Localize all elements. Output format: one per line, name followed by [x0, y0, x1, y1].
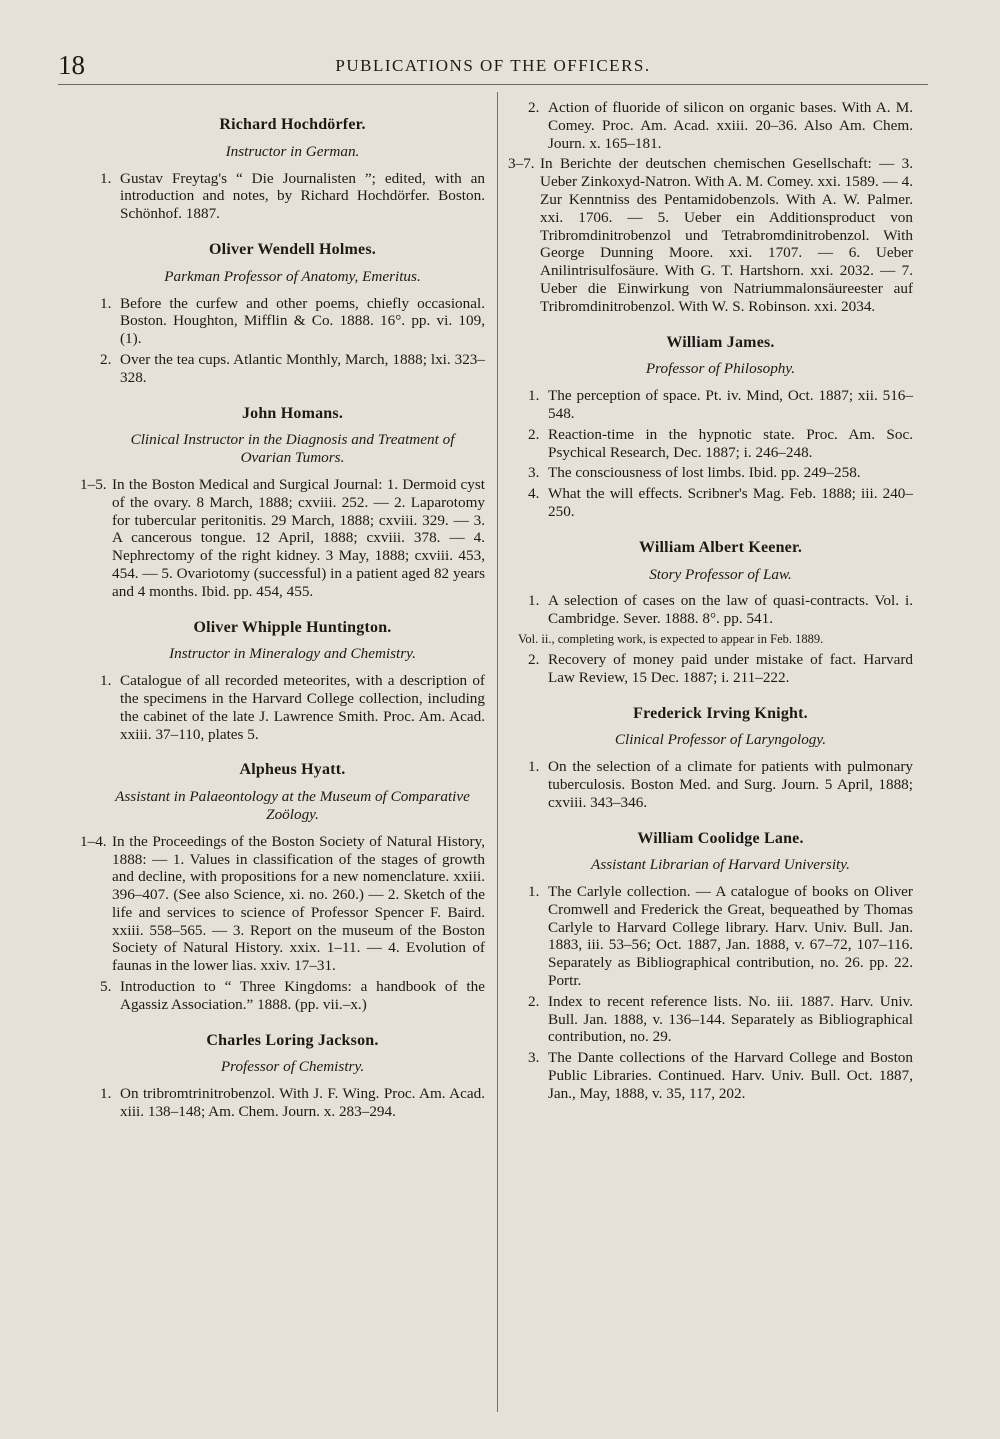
officer-entry — [518, 538, 913, 687]
officer-name: Oliver Wendell Holmes. — [209, 240, 376, 258]
item-text: A selection of cases on the law of quasi-contracts. Vol. i. Cambridge. Sever. 1888. 8°. pp. 541. — [548, 592, 913, 628]
right-column — [508, 96, 913, 1106]
item-number: 1. — [528, 592, 540, 610]
officer-name: Oliver Whipple Huntington. — [193, 618, 392, 636]
officer-title: Assistant Librarian of Harvard University. — [591, 856, 850, 874]
item-text: Over the tea cups. Atlantic Monthly, March, 1888; lxi. 323–328. — [120, 350, 485, 386]
item-number: 3. — [528, 1049, 540, 1067]
publication-item — [528, 426, 913, 462]
item-number: 1. — [100, 169, 112, 187]
publication-item — [508, 155, 913, 315]
officer-title: Clinical Instructor in the Diagnosis and Treatment of Ovarian Tumors. — [130, 431, 455, 467]
item-number: 1–5. — [80, 475, 107, 493]
item-text: In the Proceedings of the Boston Society of Natural History, 1888: — 1. Values in classification of the stages of growth and decline, with propositions for a new nomenclature. xxiii. 396–407. (See also Science, xi. no. 260.) — 2. Sketch of the life and services to science of Professor Spencer F. Baird. xxiii. 558–565. — 3. Report on the museum of the Boston Society of Natural History. xxix. 1–11. — 4. Evolution of faunas in the lower lias. xxiv. 17–31. — [112, 832, 485, 975]
officer-name: Alpheus Hyatt. — [239, 761, 346, 779]
item-number: 1. — [528, 883, 540, 901]
item-number: 1. — [100, 1085, 112, 1103]
publication-item — [528, 485, 913, 521]
publication-item — [528, 99, 913, 152]
publication-item — [528, 651, 913, 687]
item-text: The Dante collections of the Harvard College and Boston Public Libraries. Continued. Harv. Univ. Bull. Oct. 1887, Jan., May, 1888, v. 35, 117, 202. — [548, 1049, 913, 1102]
officer-entry — [80, 404, 485, 601]
officer-entry — [80, 761, 485, 1013]
publication-item — [100, 170, 485, 223]
item-text: Gustav Freytag's “ Die Journalisten ”; edited, with an introduction and notes, by Richard Hochdörfer. Boston. Schönhof. 1887. — [120, 169, 485, 223]
item-number: 2. — [528, 99, 540, 116]
item-text: On the selection of a climate for patients with pulmonary tuberculosis. Boston Med. and Surg. Journ. 5 April, 1888; cxviii. 343–346. — [548, 758, 913, 811]
officer-name: William Albert Keener. — [638, 538, 803, 556]
officer-title: Assistant in Palaeontology at the Museum of Comparative Zoölogy. — [115, 788, 470, 823]
item-text: In Berichte der deutschen chemischen Gesellschaft: — 3. Ueber Zinkoxyd-Natron. With A. M. Comey. xxi. 1589. — 4. Zur Kenntniss des Pentamidobenzols. With A. W. Palmer. xxi. 1706. — 5. Ueber ein Additionsproduct von Tribromdinitrobenzol und Tetrabromdinitrobenzol. With George Dunning Moore. xxi. 1707. — 6. Ueber Anilintrisulfosäure. With G. T. Hartshorn. xxi. 2032. — 7. Ueber die Einwirkung von Natriummalonsäureester auf Tribromdinitrobenzol. With W. S. Robinson. xxi. 2034. — [540, 155, 913, 315]
item-text: Recovery of money paid under mistake of fact. Harvard Law Review, 15 Dec. 1887; i. 211–222. — [548, 650, 913, 686]
item-number: 5. — [100, 978, 112, 996]
publication-item — [100, 351, 485, 387]
officer-entry — [528, 830, 913, 1103]
publication-item — [80, 475, 485, 601]
item-number: 1. — [100, 294, 112, 312]
officer-title: Clinical Professor of Laryngology. — [614, 731, 827, 749]
publication-item — [100, 1085, 485, 1121]
item-text: Index to recent reference lists. No. iii. 1887. Harv. Univ. Bull. Jan. 1888, v. 136–144. Separately as Bibliographical contribution, no. 29. — [548, 992, 913, 1046]
running-head: PUBLICATIONS OF THE OFFICERS. — [335, 56, 651, 75]
publication-item — [528, 993, 913, 1046]
officer-title: Instructor in German. — [225, 142, 360, 160]
item-text: Introduction to “ Three Kingdoms: a handbook of the Agassiz Association.” 1888. (pp. vii.–x.) — [120, 978, 485, 1013]
publication-item — [528, 758, 913, 811]
officer-name: William James. — [666, 333, 775, 351]
footnote: Vol. ii., completing work, is expected to appear in Feb. 1889. — [518, 631, 824, 646]
item-text: In the Boston Medical and Surgical Journal: 1. Dermoid cyst of the ovary. 8 March, 1888; cxviii. 252. — 2. Laparotomy for tubercular peritonitis. 29 March, 1888; cxviii. 329. — 3. A cancerous tongue. 12 April, 1888; cxviii. 378. — 4. Nephrectomy of the right kidney. 3 May, 1888; cxviii. 453, 454. — 5. Ovariotomy (successful) in a patient aged 82 years and 4 months. Ibid. pp. 454, 455. — [112, 475, 485, 600]
page-header — [58, 50, 928, 85]
item-number: 1–4. — [80, 832, 107, 850]
officer-entry — [528, 334, 913, 521]
officer-name: Richard Hochdörfer. — [219, 116, 366, 133]
officer-name: William Coolidge Lane. — [637, 829, 804, 847]
item-text: Reaction-time in the hypnotic state. Proc. Am. Soc. Psychical Research, Dec. 1887; i. 246–248. — [548, 425, 913, 461]
item-number: 2. — [528, 650, 540, 668]
officer-entry — [100, 241, 485, 387]
item-text: The consciousness of lost limbs. Ibid. pp. 249–258. — [548, 464, 861, 482]
officer-entry — [100, 1032, 485, 1121]
publication-item — [100, 672, 485, 743]
item-number: 2. — [528, 425, 540, 443]
publication-item — [528, 1049, 913, 1102]
publication-item — [528, 883, 913, 990]
continued-entry — [508, 99, 913, 316]
item-text: What the will effects. Scribner's Mag. Feb. 1888; iii. 240–250. — [548, 485, 913, 520]
officer-title: Story Professor of Law. — [649, 565, 792, 583]
item-number: 1. — [528, 758, 540, 776]
item-number: 1. — [100, 672, 112, 690]
publication-item — [80, 832, 485, 975]
item-number: 2. — [100, 350, 112, 368]
officer-title: Professor of Philosophy. — [645, 360, 796, 378]
page-number: 18 — [58, 50, 85, 80]
item-text: Action of fluoride of silicon on organic bases. With A. M. Comey. Proc. Am. Acad. xxiii. 20–36. Also Am. Chem. Journ. x. 165–181. — [548, 99, 913, 152]
item-text: The Carlyle collection. — A catalogue of books on Oliver Cromwell and Frederick the Great, bequeathed by Thomas Carlyle to Harvard College library. Harv. Univ. Bull. Jan. 1883, iii. 53–56; Oct. 1887, Jan. 1888, v. 67–72, 107–116. Separately as Bibliographical contribution, no. 26. pp. 22. Portr. — [548, 883, 913, 990]
left-column — [80, 96, 485, 1124]
officer-title: Professor of Chemistry. — [220, 1058, 365, 1076]
publication-item — [528, 464, 913, 482]
officer-title: Parkman Professor of Anatomy, Emeritus. — [164, 267, 421, 285]
item-number: 4. — [528, 485, 540, 503]
publication-item — [528, 387, 913, 423]
officer-name: John Homans. — [241, 404, 344, 422]
publication-item — [528, 592, 913, 628]
item-number: 1. — [528, 387, 540, 405]
officer-name: Frederick Irving Knight. — [633, 704, 808, 722]
publication-item — [100, 978, 485, 1014]
publication-item — [100, 295, 485, 348]
item-number: 2. — [528, 992, 540, 1010]
item-number: 3. — [528, 464, 540, 482]
item-number: 3–7. — [508, 155, 535, 173]
officer-entry — [100, 619, 485, 744]
item-text: Catalogue of all recorded meteorites, with a description of the specimens in the Harvard College collection, including the cabinet of the late J. Lawrence Smith. Proc. Am. Acad. xxiii. 37–110, plates 5. — [120, 672, 485, 743]
officer-name: Charles Loring Jackson. — [206, 1031, 379, 1049]
column-divider — [497, 92, 498, 1412]
officer-entry — [100, 116, 485, 223]
item-text: Before the curfew and other poems, chiefly occasional. Boston. Houghton, Mifflin & Co. 1888. 16°. pp. vi. 109, (1). — [120, 294, 485, 348]
officer-entry — [528, 705, 913, 812]
item-text: On tribromtrinitrobenzol. With J. F. Wing. Proc. Am. Acad. xiii. 138–148; Am. Chem. Journ. x. 283–294. — [120, 1085, 485, 1121]
officer-title: Instructor in Mineralogy and Chemistry. — [169, 645, 416, 663]
item-text: The perception of space. Pt. iv. Mind, Oct. 1887; xii. 516–548. — [548, 387, 913, 422]
